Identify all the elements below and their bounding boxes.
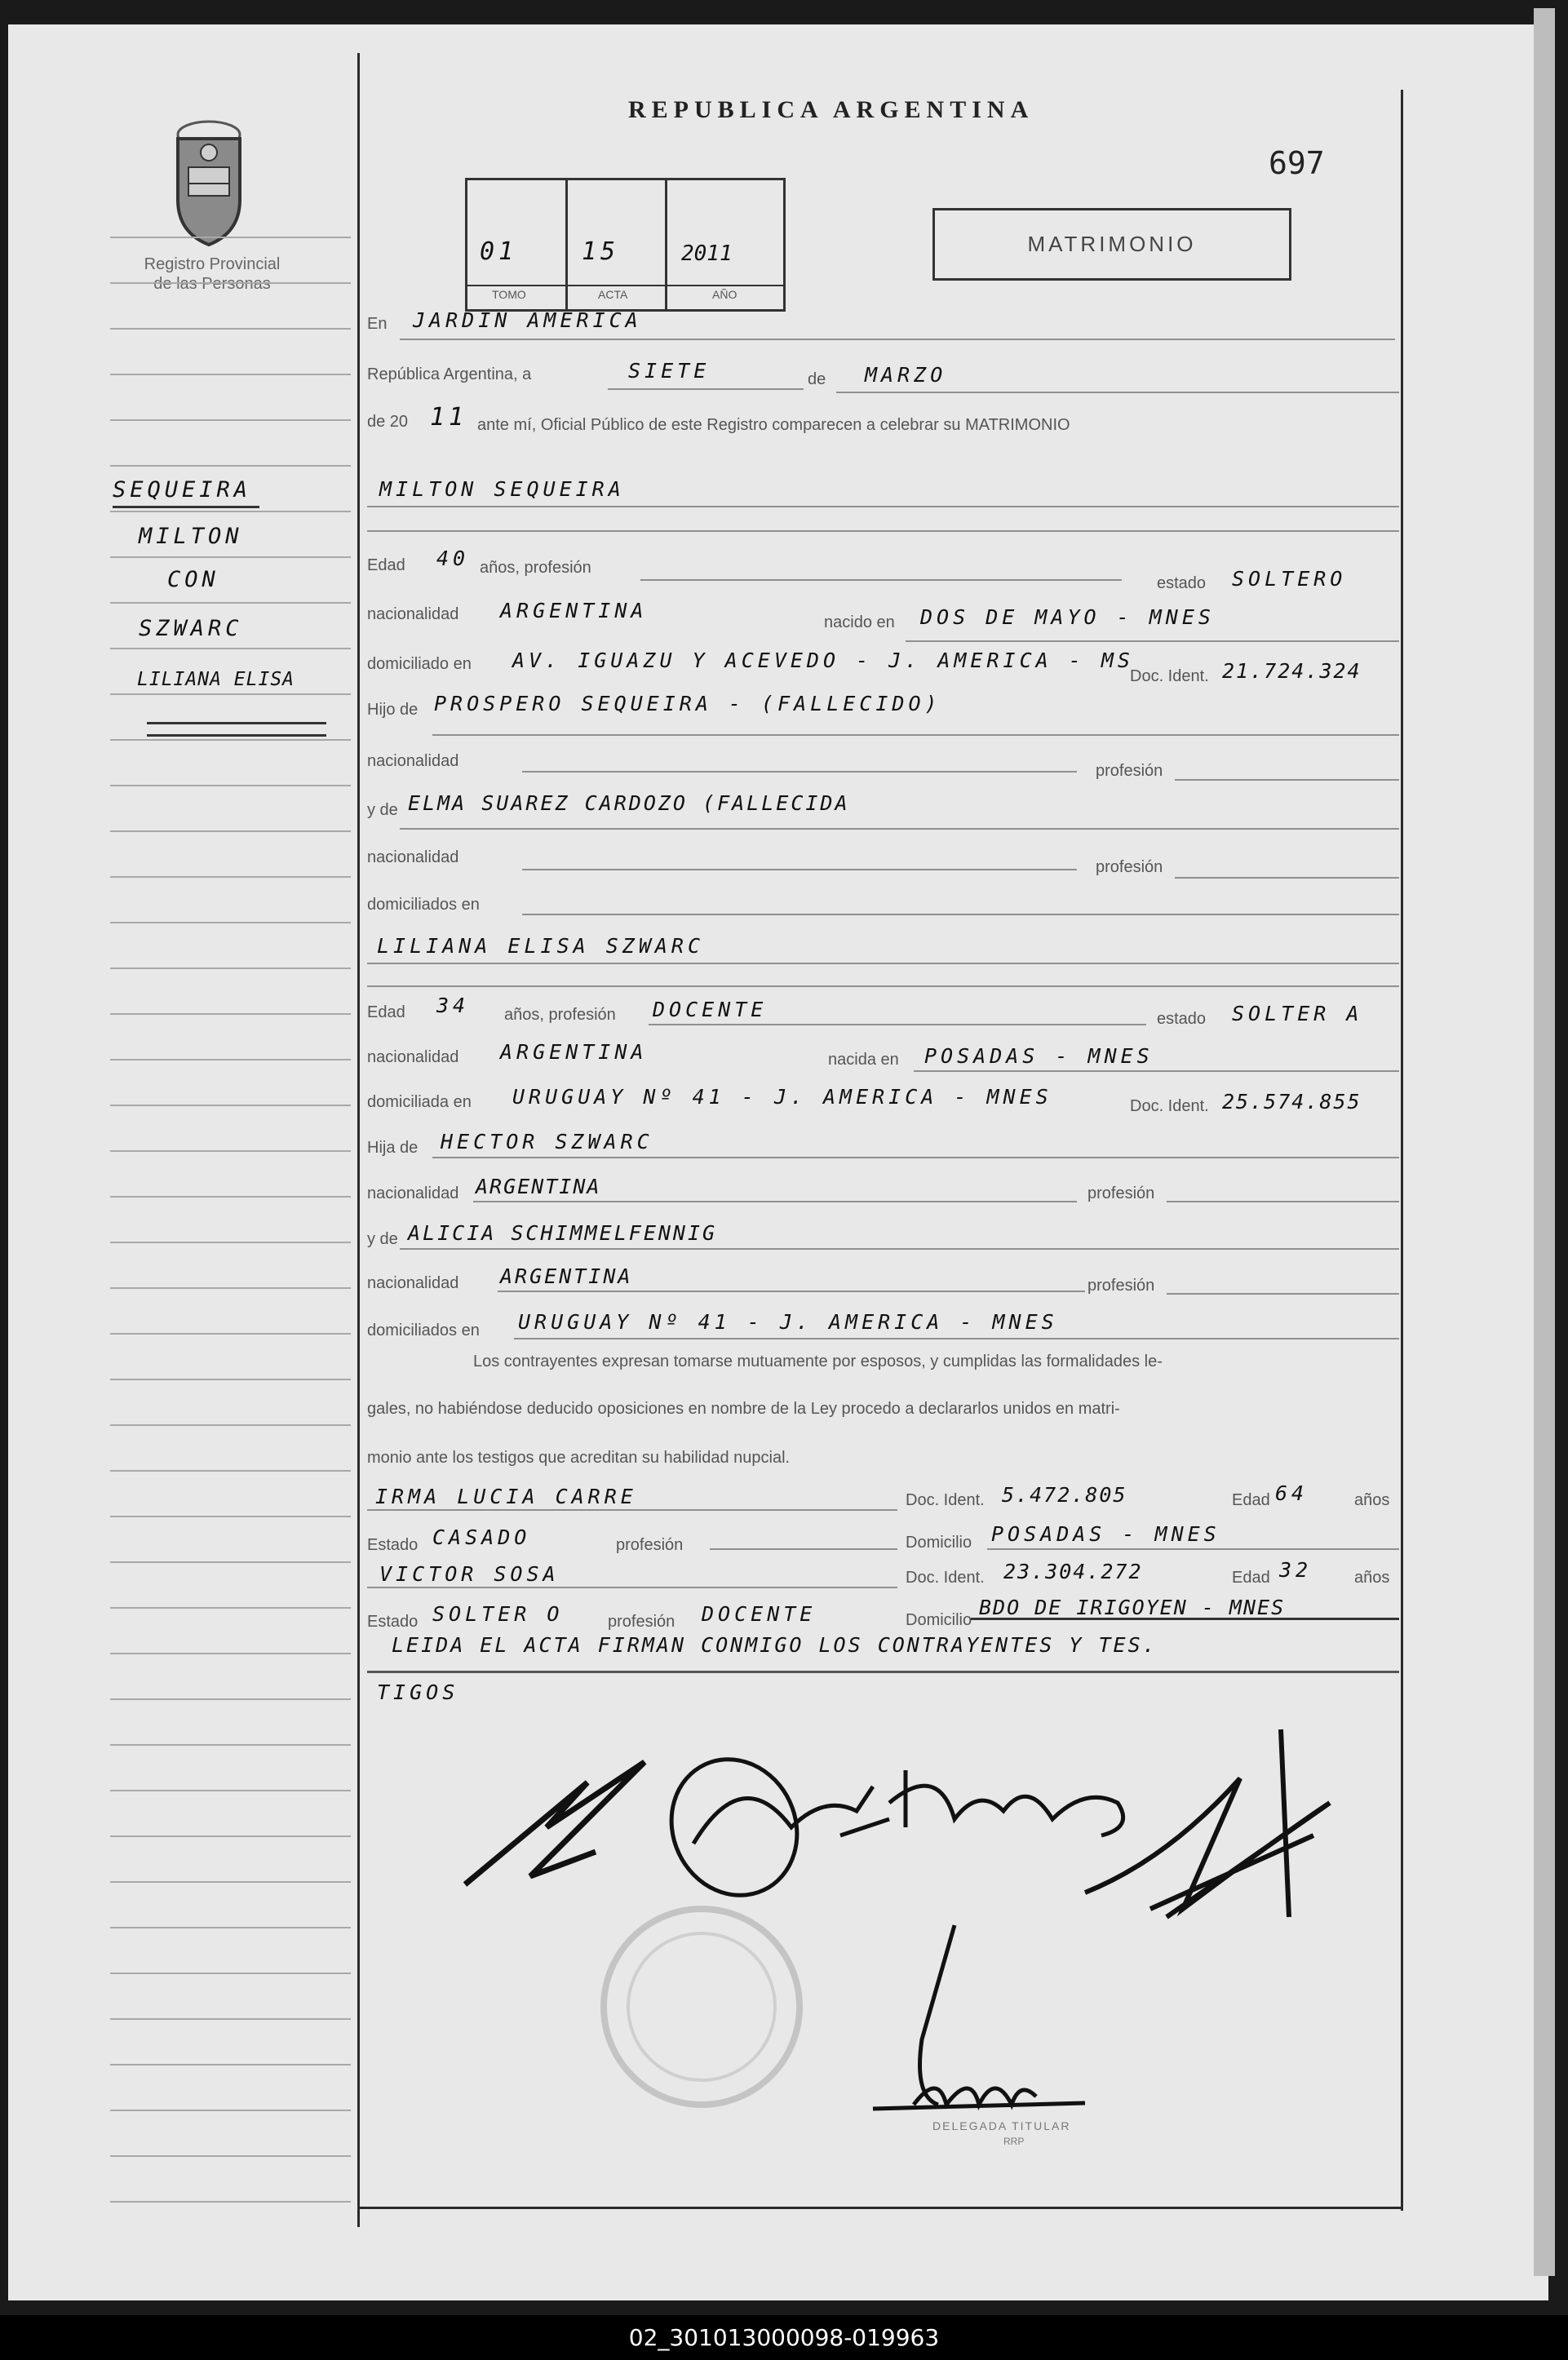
witness2-name: VICTOR SOSA	[379, 1562, 560, 1586]
groom-label-doc: Doc. Ident.	[1130, 667, 1209, 685]
day: SIETE	[628, 359, 711, 383]
country-title: REPUBLICA ARGENTINA	[628, 96, 1034, 123]
register-page	[8, 24, 1548, 2300]
bride-label-anios: años, profesión	[504, 1006, 616, 1024]
margin-rule-line	[110, 1653, 351, 1654]
bride-label-nacionalidad: nacionalidad	[367, 1048, 459, 1066]
registry-name-line2: de las Personas	[153, 275, 271, 293]
witness1-label-domicilio: Domicilio	[906, 1534, 972, 1552]
margin-rule-line	[110, 1059, 351, 1060]
bride-father: HECTOR SZWARC	[441, 1130, 653, 1153]
book-edge	[1534, 8, 1555, 2276]
margin-rule-line	[110, 2018, 351, 2020]
witness2-label-anios: años	[1354, 1569, 1390, 1587]
margin-divider	[357, 53, 360, 2227]
witness2-doc: 23.304.272	[1003, 1560, 1143, 1583]
bride-mother-nationality: ARGENTINA	[500, 1264, 633, 1288]
groom-label-prof-father: profesión	[1096, 762, 1163, 780]
margin-rule-line	[110, 2110, 351, 2111]
margin-rule-line	[110, 1424, 351, 1426]
groom-nationality: ARGENTINA	[500, 599, 648, 622]
bride-label-nac-mother: nacionalidad	[367, 1274, 459, 1292]
groom-age: 40	[436, 547, 470, 570]
witness1-age: 64	[1275, 1481, 1309, 1505]
record-type-box: MATRIMONIO	[932, 208, 1291, 281]
label-de-20: de 20	[367, 413, 409, 431]
groom-label-anios: años, profesión	[480, 559, 591, 577]
declaration-line2: gales, no habiéndose deducido oposiciones en nombre de la Ley procedo a declararlos unidos en matri-	[367, 1400, 1120, 1418]
witness1-label-doc: Doc. Ident.	[906, 1491, 985, 1509]
margin-rule-line	[110, 648, 351, 649]
bride-label-edad: Edad	[367, 1003, 405, 1021]
bride-address: URUGUAY Nº 41 - J. AMERICA - MNES	[512, 1085, 1052, 1109]
page-number: 697	[1269, 145, 1325, 181]
margin-rule-line	[110, 693, 351, 695]
bride-label-nacida: nacida en	[828, 1051, 899, 1069]
margin-name-bride: LILIANA ELISA	[137, 669, 295, 690]
margin-rule-line	[110, 1790, 351, 1791]
margin-rule-line	[110, 830, 351, 832]
witness2-age: 32	[1279, 1558, 1313, 1582]
right-border	[1401, 90, 1403, 2211]
witness1-label-edad: Edad	[1232, 1491, 1270, 1509]
official-stamp-title: DELEGADA TITULAR	[932, 2119, 1071, 2132]
registry-name-line1: Registro Provincial	[144, 255, 281, 273]
witness2-address: BDO DE IRIGOYEN - MNES	[979, 1596, 1286, 1619]
month: MARZO	[865, 363, 947, 387]
groom-label-nac-father: nacionalidad	[367, 752, 459, 770]
bride-label-domiciliada: domiciliada en	[367, 1093, 472, 1111]
bride-label-doc: Doc. Ident.	[1130, 1097, 1209, 1115]
bride-name: LILIANA ELISA SZWARC	[377, 934, 705, 958]
margin-rule-line	[110, 556, 351, 558]
bride-mother: ALICIA SCHIMMELFENNIG	[408, 1221, 718, 1245]
anio-label: AÑO	[712, 288, 737, 301]
margin-rule-line	[110, 1105, 351, 1106]
bride-label-yde: y de	[367, 1230, 398, 1248]
declaration-line3: monio ante los testigos que acreditan su habilidad nupcial.	[367, 1449, 791, 1467]
signature-2	[649, 1738, 889, 1915]
year-suffix: 11	[430, 403, 468, 432]
margin-rule-line	[110, 785, 351, 786]
bride-parents-address: URUGUAY Nº 41 - J. AMERICA - MNES	[518, 1310, 1058, 1334]
bride-age: 34	[436, 994, 470, 1017]
margin-connector: CON	[167, 567, 219, 592]
groom-address: AV. IGUAZU Y ACEVEDO - J. AMERICA - MS	[512, 649, 1134, 672]
margin-rule-line	[110, 1881, 351, 1883]
groom-father: PROSPERO SEQUEIRA - (FALLECIDO)	[434, 692, 941, 715]
groom-mother: ELMA SUAREZ CARDOZO (FALLECIDA	[408, 791, 850, 815]
margin-rule-line	[110, 511, 351, 512]
margin-rule-line	[110, 967, 351, 969]
margin-rule-line	[110, 328, 351, 330]
anio-value: 2011	[681, 241, 733, 266]
groom-status: SOLTERO	[1232, 567, 1347, 591]
groom-label-hijo: Hijo de	[367, 701, 419, 719]
tomo-value: 01	[480, 237, 518, 266]
margin-rule-line	[110, 1561, 351, 1563]
margin-rule-line	[110, 374, 351, 375]
groom-label-nacido: nacido en	[824, 613, 895, 631]
margin-rule-line	[110, 1242, 351, 1243]
witness2-status: SOLTER O	[432, 1602, 564, 1626]
margin-rule-line	[110, 922, 351, 923]
groom-label-estado: estado	[1157, 574, 1207, 592]
margin-rule-line	[110, 1470, 351, 1472]
acta-label: ACTA	[598, 288, 628, 301]
official-seal-icon	[604, 1909, 800, 2105]
margin-rule-line	[110, 2155, 351, 2157]
label-en: En	[367, 315, 388, 333]
margin-rule-line	[110, 1973, 351, 1974]
label-ante: ante mí, Oficial Público de este Registro comparecen a celebrar su MATRIMONIO	[477, 416, 1070, 434]
witness1-label-prof: profesión	[616, 1536, 684, 1554]
margin-rule-line	[110, 465, 351, 467]
witness2-label-prof: profesión	[608, 1613, 675, 1631]
margin-rule-line	[110, 282, 351, 284]
bride-profession: DOCENTE	[653, 998, 768, 1021]
margin-rule-line	[110, 1835, 351, 1837]
bride-label-nac-father: nacionalidad	[367, 1184, 459, 1202]
place: JARDIN AMERICA	[413, 308, 642, 332]
coat-of-arms-icon	[160, 102, 258, 265]
margin-surname-groom: SEQUEIRA	[113, 477, 252, 503]
margin-rule-line	[110, 1744, 351, 1746]
groom-doc: 21.724.324	[1222, 659, 1362, 683]
groom-label-yde: y de	[367, 801, 398, 819]
margin-rule-line	[110, 602, 351, 604]
official-stamp-code: RRP	[1003, 2136, 1025, 2147]
bride-status: SOLTER A	[1232, 1002, 1363, 1025]
groom-label-edad: Edad	[367, 556, 405, 574]
bride-nationality: ARGENTINA	[500, 1040, 648, 1064]
witness2-label-domicilio: Domicilio	[906, 1611, 972, 1629]
bride-father-nationality: ARGENTINA	[476, 1175, 601, 1198]
margin-rule-line	[110, 2201, 351, 2203]
witness2-label-estado: Estado	[367, 1613, 419, 1631]
groom-label-prof-mother: profesión	[1096, 858, 1163, 876]
margin-rule-line	[110, 2064, 351, 2066]
margin-underline	[147, 722, 326, 724]
margin-rule-line	[110, 1698, 351, 1700]
witness1-label-anios: años	[1354, 1491, 1390, 1509]
margin-rule-line	[110, 1333, 351, 1335]
margin-rule-line	[110, 876, 351, 878]
groom-label-domiciliados: domiciliados en	[367, 896, 480, 914]
witness2-profession: DOCENTE	[702, 1602, 817, 1626]
witness1-label-estado: Estado	[367, 1536, 419, 1554]
bride-label-domiciliados: domiciliados en	[367, 1322, 480, 1339]
bride-label-estado: estado	[1157, 1010, 1207, 1028]
margin-rule-line	[110, 1607, 351, 1609]
margin-rule-line	[110, 1516, 351, 1517]
witness2-label-edad: Edad	[1232, 1569, 1270, 1587]
witness1-address: POSADAS - MNES	[991, 1522, 1220, 1546]
label-republica: República Argentina, a	[367, 365, 532, 383]
acta-value: 15	[582, 237, 620, 266]
margin-rule-line	[110, 1379, 351, 1380]
margin-rule-line	[110, 237, 351, 238]
image-footer-id: 02_301013000098-019963	[0, 2315, 1568, 2360]
closing-line1: LEIDA EL ACTA FIRMAN CONMIGO LOS CONTRAYENTES Y TES.	[392, 1633, 1158, 1657]
witness1-doc: 5.472.805	[1002, 1483, 1127, 1507]
witness1-status: CASADO	[432, 1525, 531, 1549]
bride-label-hija: Hija de	[367, 1139, 419, 1157]
margin-underline	[147, 734, 326, 737]
margin-rule-line	[110, 1287, 351, 1289]
witness1-name: IRMA LUCIA CARRE	[375, 1485, 637, 1508]
margin-rule-line	[110, 1927, 351, 1928]
bride-label-prof-mother: profesión	[1087, 1277, 1155, 1295]
margin-rule-line	[110, 1196, 351, 1198]
closing-line2: TIGOS	[377, 1680, 459, 1704]
groom-birthplace: DOS DE MAYO - MNES	[920, 605, 1215, 629]
margin-name-groom: MILTON	[139, 524, 243, 549]
groom-label-nacionalidad: nacionalidad	[367, 605, 459, 623]
groom-label-nac-mother: nacionalidad	[367, 848, 459, 866]
margin-underline	[113, 506, 259, 508]
bride-label-prof-father: profesión	[1087, 1184, 1155, 1202]
label-de: de	[808, 370, 826, 388]
bride-birthplace: POSADAS - MNES	[924, 1044, 1154, 1068]
margin-rule-line	[110, 419, 351, 421]
signature-3	[889, 1770, 1123, 1835]
signatures-area	[449, 1713, 1395, 2170]
bottom-border	[357, 2207, 1403, 2209]
margin-rule-line	[110, 739, 351, 741]
bride-doc: 25.574.855	[1222, 1090, 1362, 1114]
volume-record-box	[465, 178, 786, 312]
witness2-label-doc: Doc. Ident.	[906, 1569, 985, 1587]
groom-label-domiciliado: domiciliado en	[367, 655, 472, 673]
margin-rule-line	[110, 1013, 351, 1015]
tomo-label: TOMO	[492, 288, 526, 301]
declaration-line1: Los contrayentes expresan tomarse mutuamente por esposos, y cumplidas las formalidades le-	[473, 1353, 1163, 1370]
official-signature	[873, 1925, 1085, 2109]
margin-rule-line	[110, 1150, 351, 1152]
signature-1	[465, 1762, 644, 1884]
margin-surname-bride: SZWARC	[139, 616, 243, 641]
groom-name: MILTON SEQUEIRA	[379, 477, 625, 501]
